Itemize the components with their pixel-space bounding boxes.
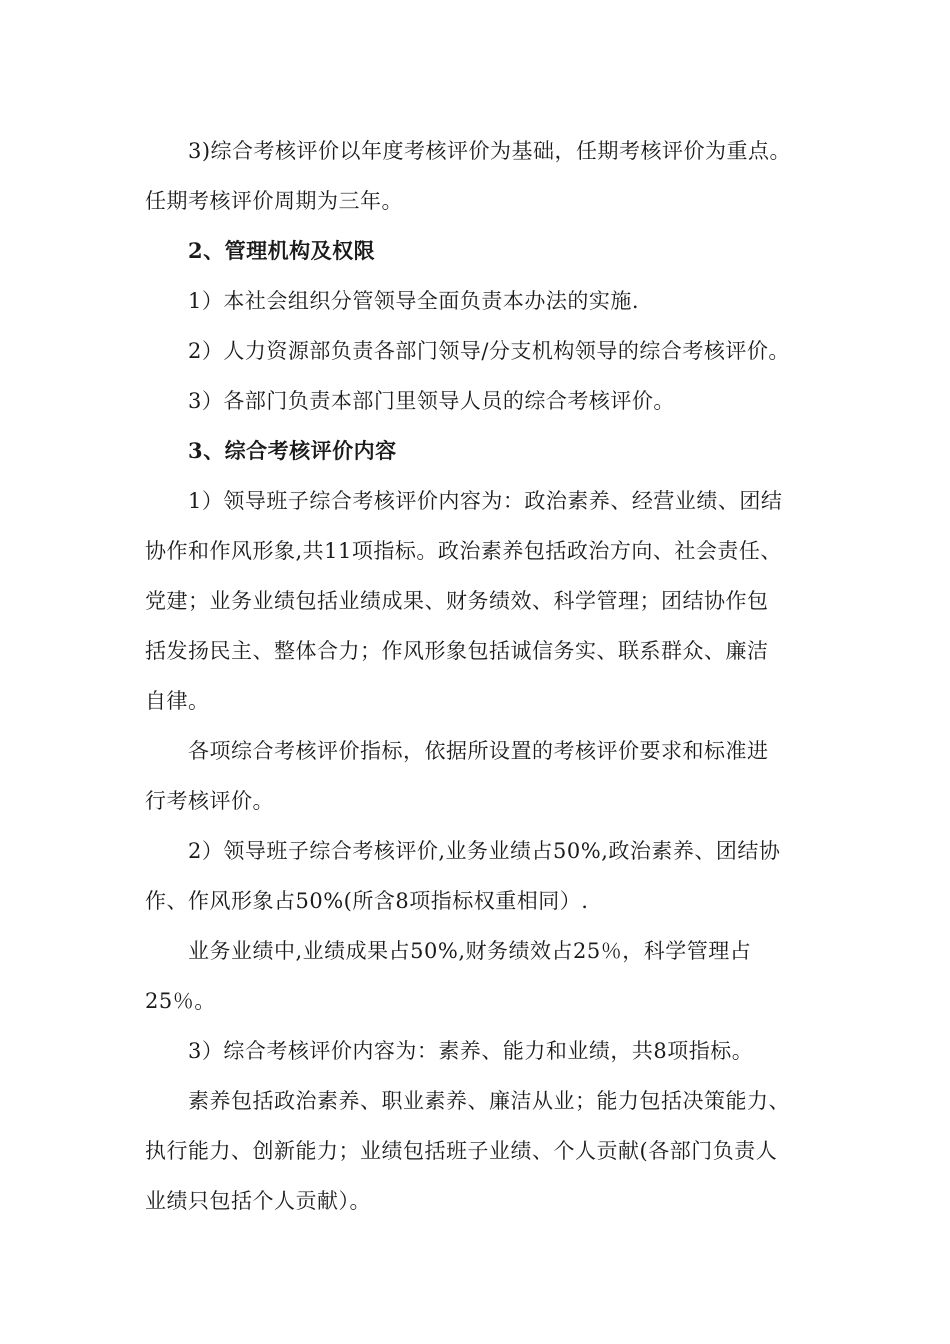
paragraph-line: 括发扬民主、整体合力；作风形象包括诚信务实、联系群众、廉洁 <box>145 639 769 663</box>
paragraph-line: 行考核评价。 <box>145 789 274 813</box>
paragraph-line: 各项综合考核评价指标，依据所设置的考核评价要求和标准进 <box>188 739 769 763</box>
section-heading: 2、管理机构及权限 <box>188 238 376 263</box>
paragraph-line: 3)综合考核评价以年度考核评价为基础，任期考核评价为重点。 <box>188 139 792 163</box>
paragraph-line: 1）领导班子综合考核评价内容为：政治素养、经营业绩、团结 <box>188 489 783 513</box>
paragraph-line: 业绩只包括个人贡献）。 <box>145 1189 371 1213</box>
list-item: 1）本社会组织分管领导全面负责本办法的实施. <box>188 289 640 313</box>
paragraph-line: 执行能力、创新能力；业绩包括班子业绩、个人贡献(各部门负责人 <box>145 1139 778 1163</box>
paragraph-line: 党建；业务业绩包括业绩成果、财务绩效、科学管理；团结协作包 <box>145 589 769 613</box>
paragraph-line: 协作和作风形象,共11项指标。政治素养包括政治方向、社会责任、 <box>145 539 782 563</box>
paragraph-line: 作、作风形象占50%(所含8项指标权重相同）. <box>145 889 589 913</box>
paragraph-line: 任期考核评价周期为三年。 <box>145 189 403 213</box>
list-item: 3）各部门负责本部门里领导人员的综合考核评价。 <box>188 389 675 413</box>
paragraph-line: 3）综合考核评价内容为：素养、能力和业绩，共8项指标。 <box>188 1039 754 1063</box>
section-heading: 3、综合考核评价内容 <box>188 438 397 463</box>
paragraph-line: 自律。 <box>145 689 210 713</box>
paragraph-line: 25％。 <box>145 989 216 1013</box>
paragraph-line: 素养包括政治素养、职业素养、廉洁从业；能力包括决策能力、 <box>188 1089 790 1113</box>
paragraph-line: 2）领导班子综合考核评价,业务业绩占50%,政治素养、团结协 <box>188 839 781 863</box>
paragraph-line: 业务业绩中,业绩成果占50%,财务绩效占25％，科学管理占 <box>188 939 752 963</box>
list-item: 2）人力资源部负责各部门领导/分支机构领导的综合考核评价。 <box>188 339 790 363</box>
